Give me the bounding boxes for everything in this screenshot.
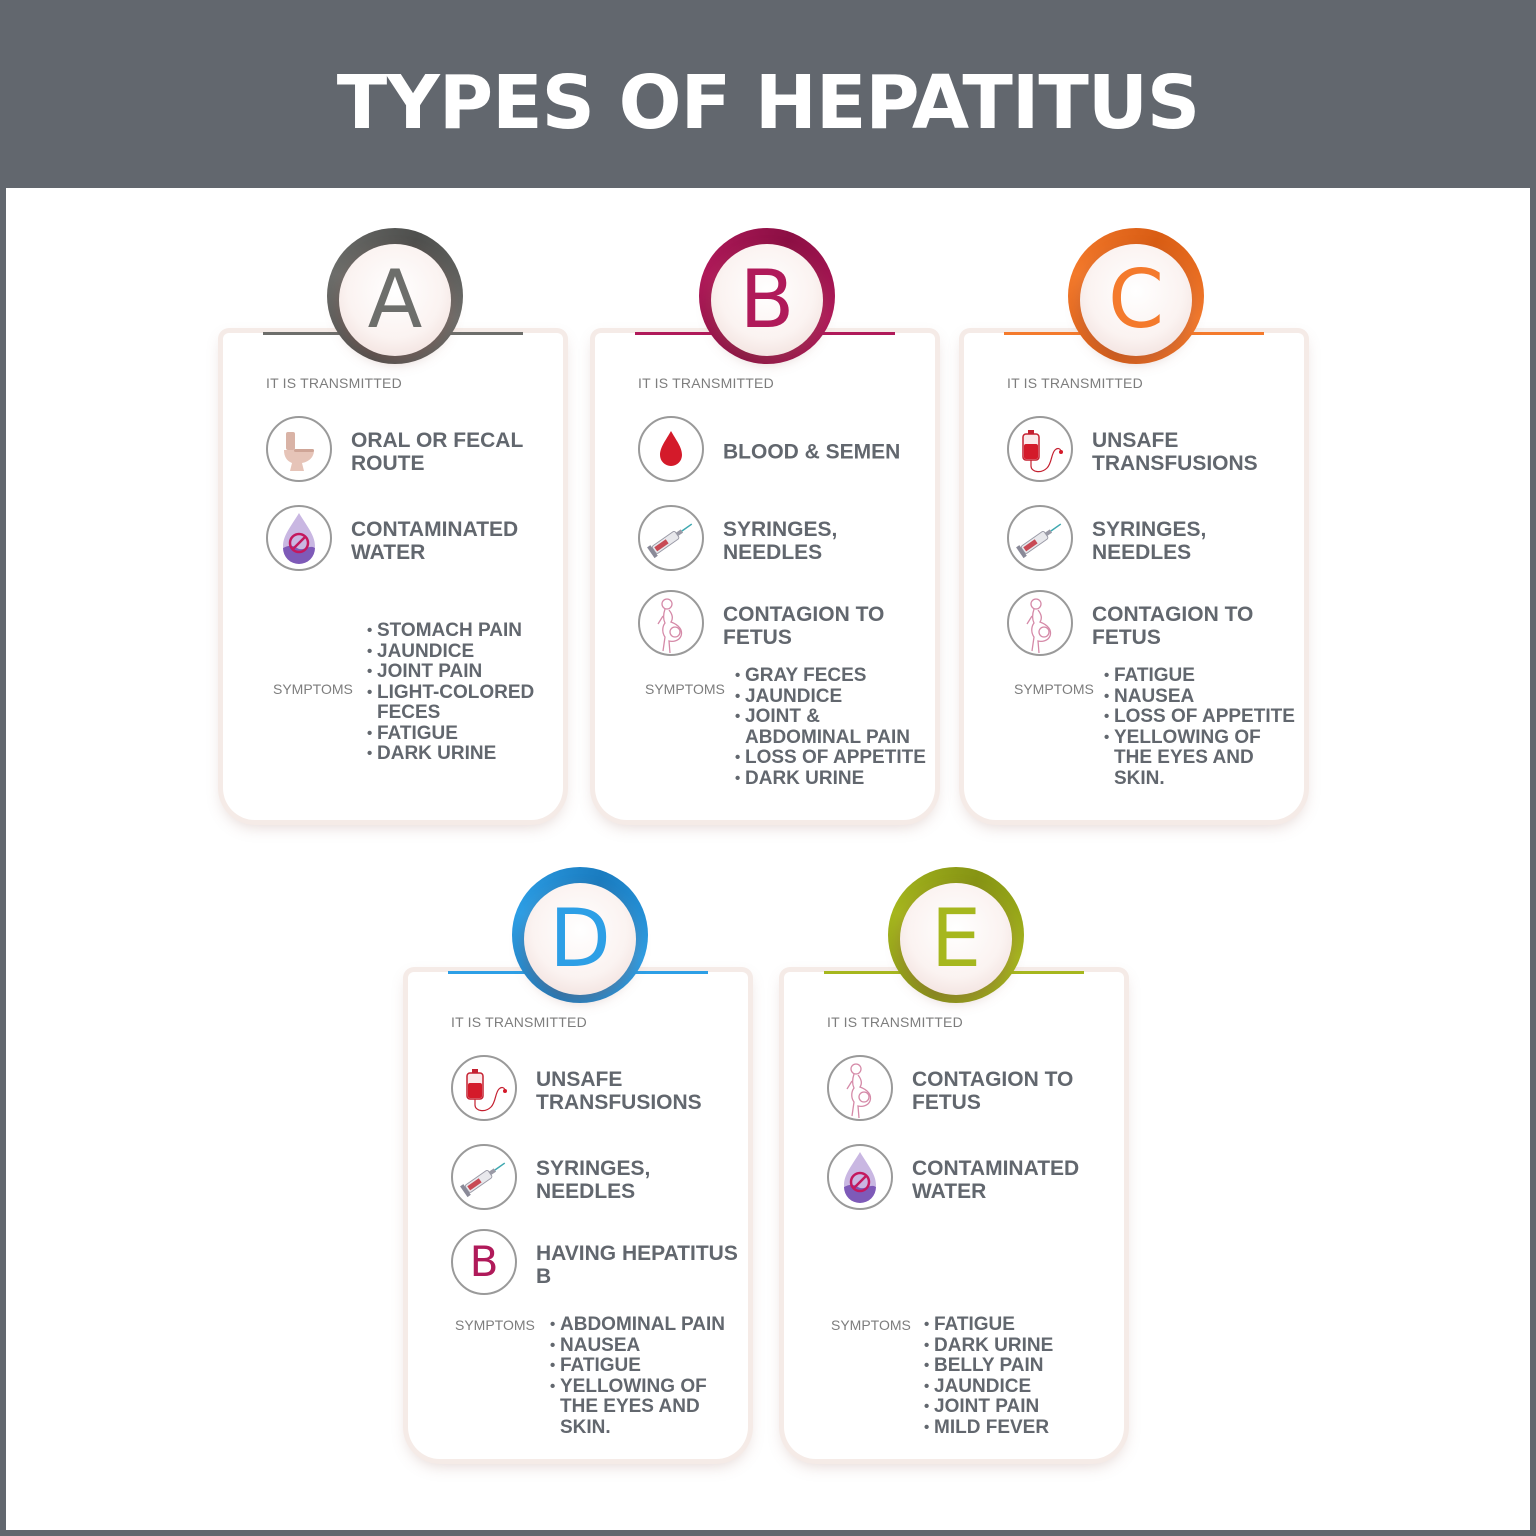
symptom-item: • DARK URINE <box>735 769 930 790</box>
symptom-item: • BELLY PAIN <box>924 1356 1119 1377</box>
water-drop-icon <box>266 505 332 571</box>
symptom-item: • FATIGUE <box>550 1356 743 1377</box>
symptom-item: • FATIGUE <box>367 724 558 745</box>
blood-bag-icon <box>451 1055 517 1121</box>
symptom-item: • YELLOWING OF THE EYES AND SKIN. <box>1104 728 1299 790</box>
transmission-route <box>638 505 928 577</box>
symptom-item: • JOINT PAIN <box>924 1397 1119 1418</box>
blood-drop-icon <box>638 416 704 482</box>
symptom-item: • LOSS OF APPETITE <box>1104 707 1299 728</box>
transmission-route <box>1007 590 1297 662</box>
symptom-item: • STOMACH PAIN <box>367 621 558 642</box>
route-text: SYRINGES, NEEDLES <box>723 518 838 564</box>
route-text: CONTAGION TO FETUS <box>1092 603 1254 649</box>
symptom-item: • LIGHT-COLORED FECES <box>367 683 558 724</box>
syringe-icon <box>451 1144 517 1210</box>
symptom-item: • FATIGUE <box>924 1315 1119 1336</box>
transmission-route <box>638 416 928 488</box>
symptom-item: • YELLOWING OF THE EYES AND SKIN. <box>550 1377 743 1439</box>
symptoms-label: SYMPTOMS <box>831 1317 911 1333</box>
badge-letter: C <box>1080 244 1192 356</box>
hepatitis-d-card <box>408 892 748 1459</box>
hepatitis-e-card <box>784 892 1124 1459</box>
route-text: UNSAFE TRANSFUSIONS <box>1092 429 1258 475</box>
symptom-item: • LOSS OF APPETITE <box>735 748 930 769</box>
symptom-item: • JOINT & ABDOMINAL PAIN <box>735 707 930 748</box>
symptom-item: • JAUNDICE <box>735 687 930 708</box>
transmission-route <box>266 416 556 488</box>
symptom-item: • NAUSEA <box>1104 687 1299 708</box>
symptom-item: • JAUNDICE <box>367 642 558 663</box>
transmission-route <box>827 1144 1117 1216</box>
transmission-route <box>1007 505 1297 577</box>
symptoms-list <box>367 621 558 765</box>
transmitted-label: IT IS TRANSMITTED <box>451 1014 587 1030</box>
pregnant-woman-icon <box>638 590 704 656</box>
letter-badge <box>888 867 1024 1003</box>
symptom-item: • DARK URINE <box>367 744 558 765</box>
symptoms-label: SYMPTOMS <box>273 681 353 697</box>
badge-letter: A <box>339 244 451 356</box>
symptom-item: • FATIGUE <box>1104 666 1299 687</box>
route-text: SYRINGES, NEEDLES <box>536 1157 651 1203</box>
symptom-item: • MILD FEVER <box>924 1418 1119 1439</box>
symptoms-list <box>924 1315 1119 1438</box>
hepatitis-a-card <box>223 253 563 820</box>
transmission-route <box>451 1229 741 1301</box>
transmission-route <box>827 1055 1117 1127</box>
water-drop-icon <box>827 1144 893 1210</box>
badge-letter: E <box>900 883 1012 995</box>
transmitted-label: IT IS TRANSMITTED <box>638 375 774 391</box>
pregnant-woman-icon <box>827 1055 893 1121</box>
transmission-route <box>266 505 556 577</box>
pregnant-woman-icon <box>1007 590 1073 656</box>
route-text: CONTAGION TO FETUS <box>912 1068 1074 1114</box>
symptom-item: • JAUNDICE <box>924 1377 1119 1398</box>
route-text: CONTAMINATED WATER <box>351 518 519 564</box>
letter-badge <box>1068 228 1204 364</box>
symptom-item: • ABDOMINAL PAIN <box>550 1315 743 1336</box>
route-text: SYRINGES, NEEDLES <box>1092 518 1207 564</box>
badge-letter: B <box>711 244 823 356</box>
symptoms-label: SYMPTOMS <box>455 1317 535 1333</box>
symptom-item: • DARK URINE <box>924 1336 1119 1357</box>
letter-badge <box>327 228 463 364</box>
transmission-route <box>451 1055 741 1127</box>
syringe-icon <box>1007 505 1073 571</box>
symptom-item: • NAUSEA <box>550 1336 743 1357</box>
badge-letter: D <box>524 883 636 995</box>
symptoms-label: SYMPTOMS <box>645 681 725 697</box>
letter-b-icon: B <box>451 1229 517 1295</box>
toilet-icon <box>266 416 332 482</box>
blood-bag-icon <box>1007 416 1073 482</box>
transmission-route <box>451 1144 741 1216</box>
route-text: ORAL OR FECAL ROUTE <box>351 429 523 475</box>
hepatitis-c-card <box>964 253 1304 820</box>
transmitted-label: IT IS TRANSMITTED <box>827 1014 963 1030</box>
route-text: CONTAMINATED WATER <box>912 1157 1080 1203</box>
syringe-icon <box>638 505 704 571</box>
header-banner <box>0 0 1536 188</box>
route-text: UNSAFE TRANSFUSIONS <box>536 1068 702 1114</box>
letter-badge <box>512 867 648 1003</box>
transmitted-label: IT IS TRANSMITTED <box>1007 375 1143 391</box>
hepatitis-b-card <box>595 253 935 820</box>
route-text: HAVING HEPATITUS B <box>536 1242 738 1288</box>
symptom-item: • GRAY FECES <box>735 666 930 687</box>
route-text: BLOOD & SEMEN <box>723 440 901 464</box>
symptoms-label: SYMPTOMS <box>1014 681 1094 697</box>
page-title: TYPES OF HEPATITUS <box>336 60 1200 146</box>
symptom-item: • JOINT PAIN <box>367 662 558 683</box>
transmitted-label: IT IS TRANSMITTED <box>266 375 402 391</box>
symptoms-list <box>550 1315 743 1438</box>
transmission-route <box>1007 416 1297 488</box>
route-text: CONTAGION TO FETUS <box>723 603 885 649</box>
symptoms-list <box>735 666 930 789</box>
letter-badge <box>699 228 835 364</box>
symptoms-list <box>1104 666 1299 789</box>
transmission-route <box>638 590 928 662</box>
